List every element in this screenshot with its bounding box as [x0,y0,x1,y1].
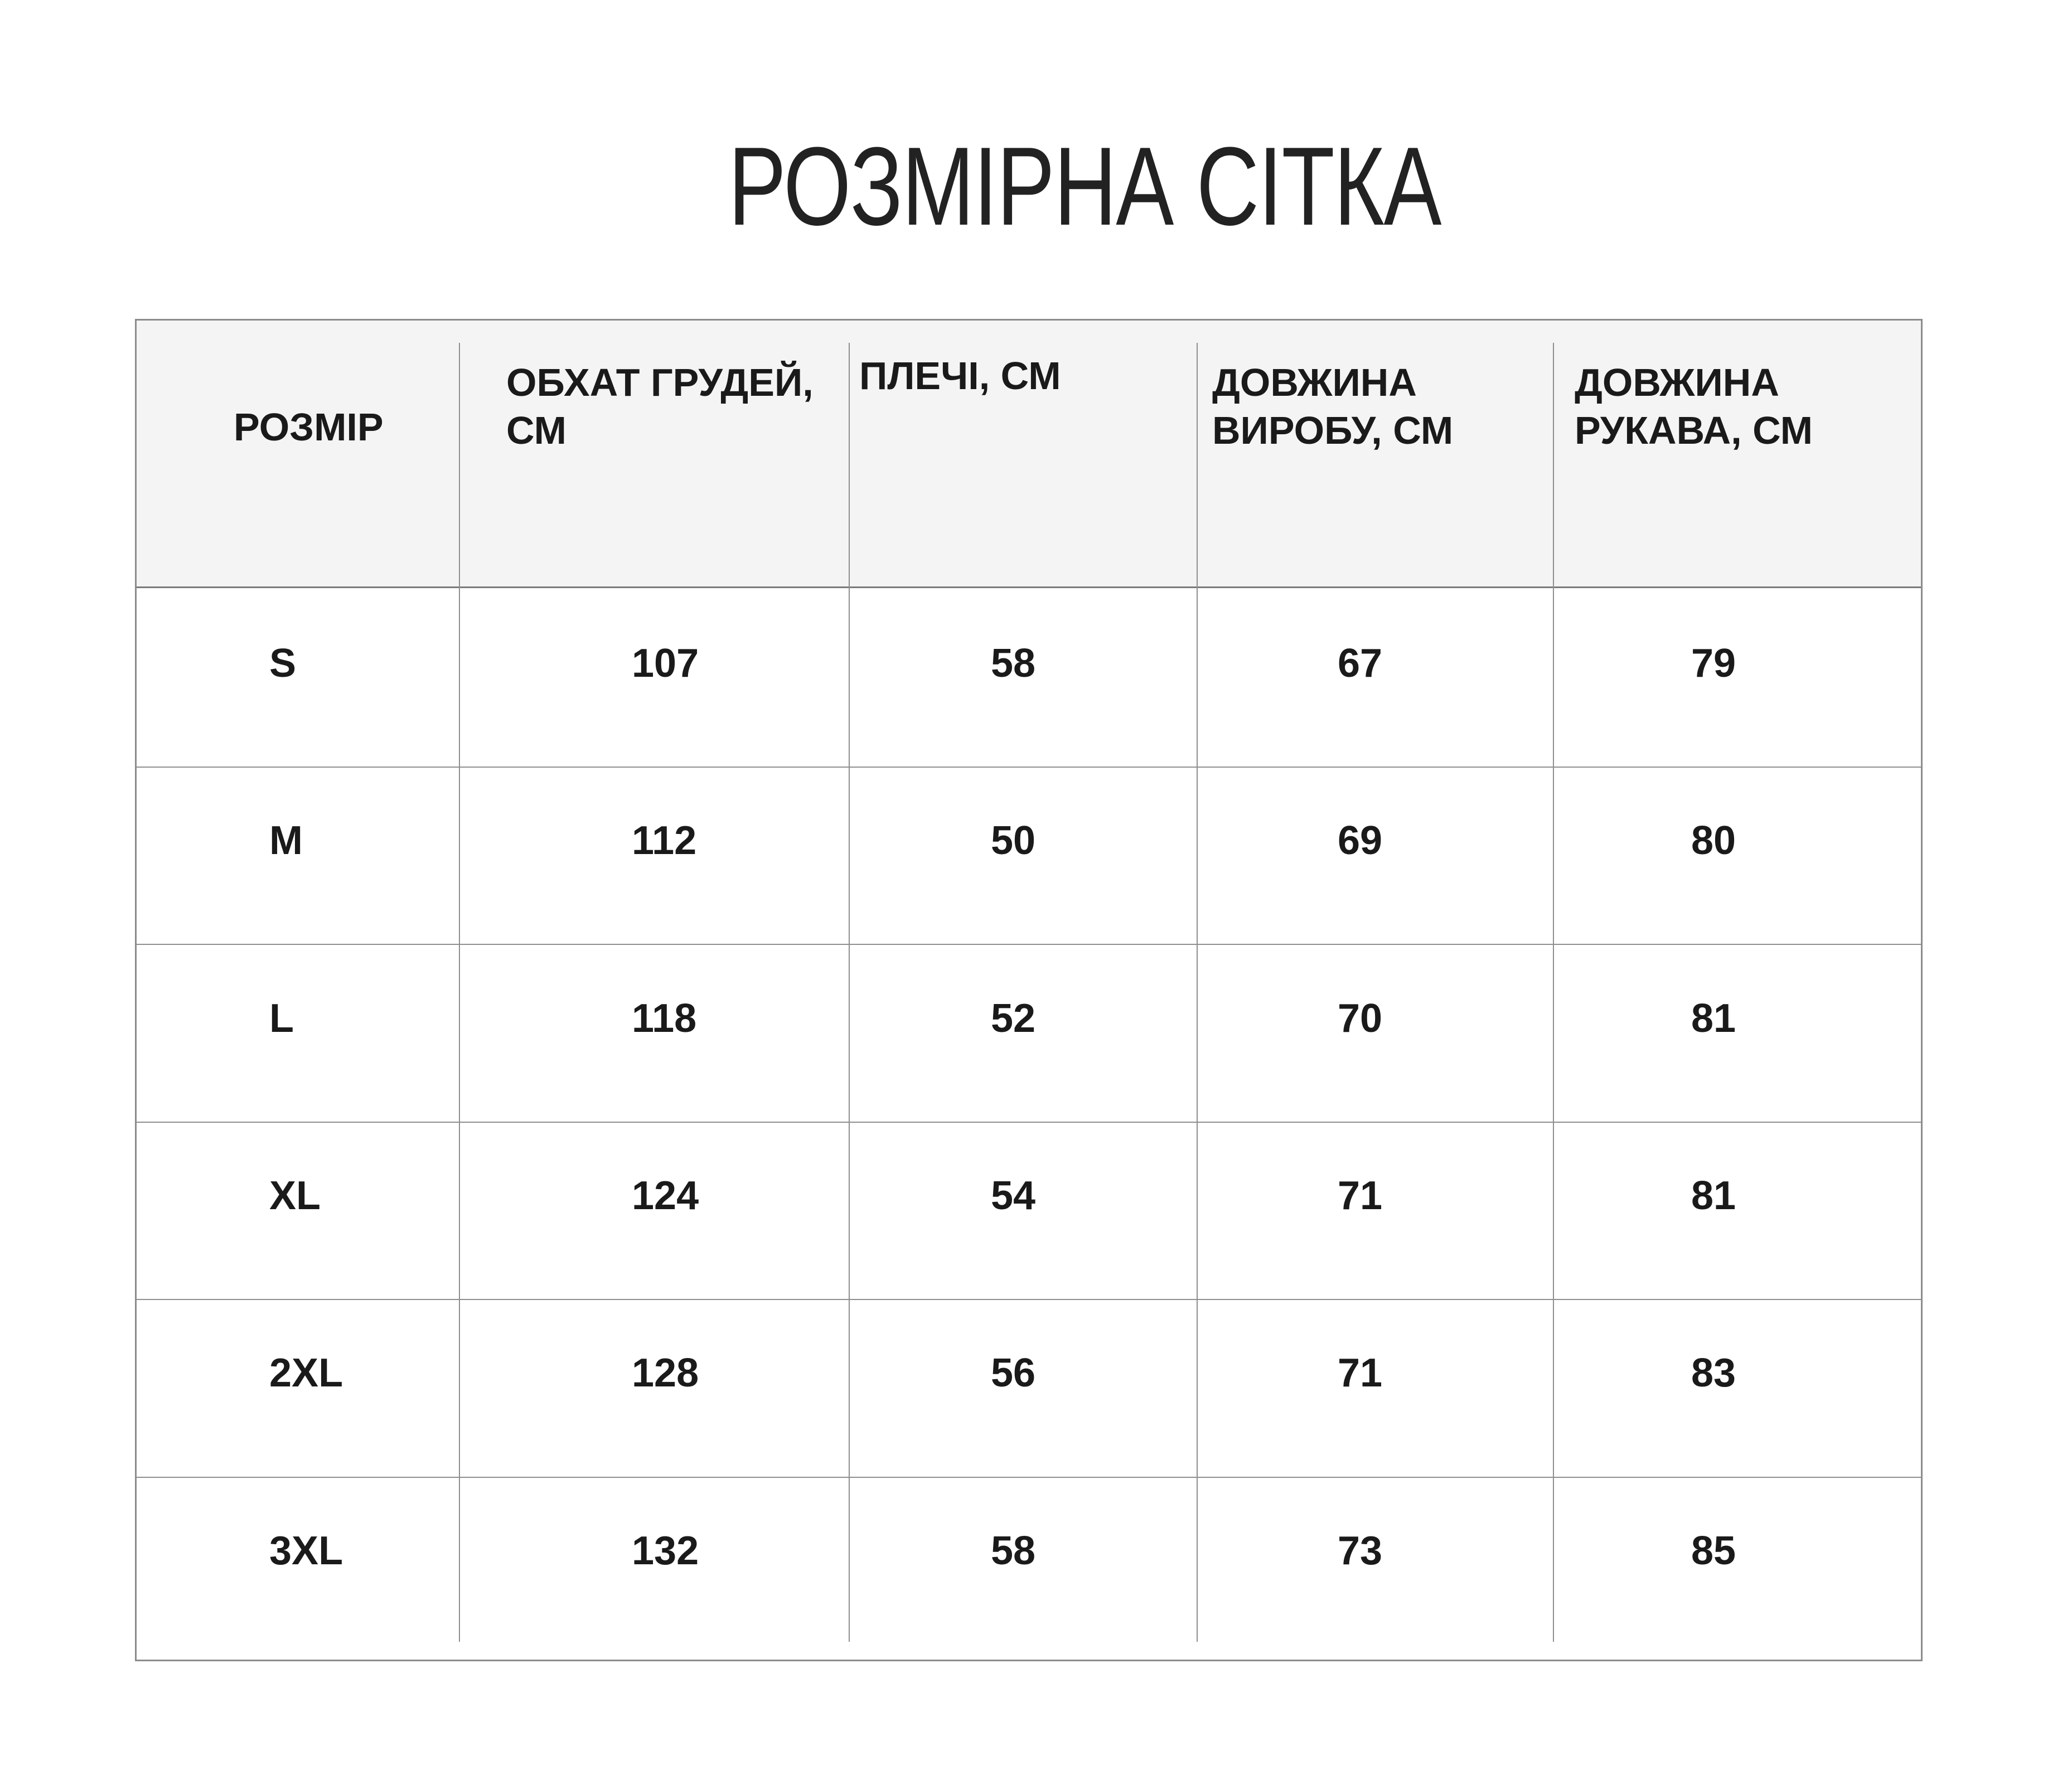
row-divider [137,1299,1921,1300]
row-divider [137,944,1921,945]
cell-shoulders: 54 [991,1173,1036,1218]
cell-chest: 118 [632,996,697,1041]
row-divider [137,1477,1921,1478]
cell-size: S [269,641,297,686]
header-size: РОЗМІР [234,405,384,449]
cell-size: 3XL [269,1529,343,1573]
cell-garment-length: 67 [1338,641,1383,686]
column-divider [849,343,850,1642]
cell-size: L [269,996,294,1041]
page-title: РОЗМІРНА СІТКА [728,124,1441,249]
cell-sleeve-length: 80 [1691,818,1736,863]
cell-chest: 112 [632,818,697,863]
cell-sleeve-length: 79 [1691,641,1736,686]
cell-shoulders: 52 [991,996,1036,1041]
cell-sleeve-length: 81 [1691,1173,1736,1218]
cell-garment-length: 71 [1338,1351,1383,1395]
column-divider [1553,343,1554,1642]
cell-shoulders: 50 [991,818,1036,863]
cell-garment-length: 73 [1338,1529,1383,1573]
cell-shoulders: 56 [991,1351,1036,1395]
column-divider [459,343,460,1642]
cell-shoulders: 58 [991,1529,1036,1573]
cell-garment-length: 69 [1338,818,1383,863]
cell-sleeve-length: 85 [1691,1529,1736,1573]
cell-shoulders: 58 [991,641,1036,686]
cell-chest: 107 [632,641,699,686]
table-header-row [137,321,1921,588]
cell-sleeve-length: 81 [1691,996,1736,1041]
header-sleeve-length: ДОВЖИНА РУКАВА, СМ [1575,361,1813,452]
row-divider [137,767,1921,768]
row-divider [137,1122,1921,1123]
header-garment-length: ДОВЖИНА ВИРОБУ, СМ [1212,361,1454,452]
cell-chest: 124 [632,1173,699,1218]
column-divider [1197,343,1198,1642]
header-chest: ОБХАТ ГРУДЕЙ, СМ [506,361,814,452]
cell-sleeve-length: 83 [1691,1351,1736,1395]
cell-garment-length: 71 [1338,1173,1383,1218]
cell-size: XL [269,1173,321,1218]
cell-size: 2XL [269,1351,343,1395]
header-shoulders: ПЛЕЧІ, СМ [859,354,1061,397]
cell-chest: 128 [632,1351,699,1395]
cell-garment-length: 70 [1338,996,1383,1041]
cell-size: M [269,818,303,863]
size-chart-table [135,319,1923,1661]
cell-chest: 132 [632,1529,699,1573]
